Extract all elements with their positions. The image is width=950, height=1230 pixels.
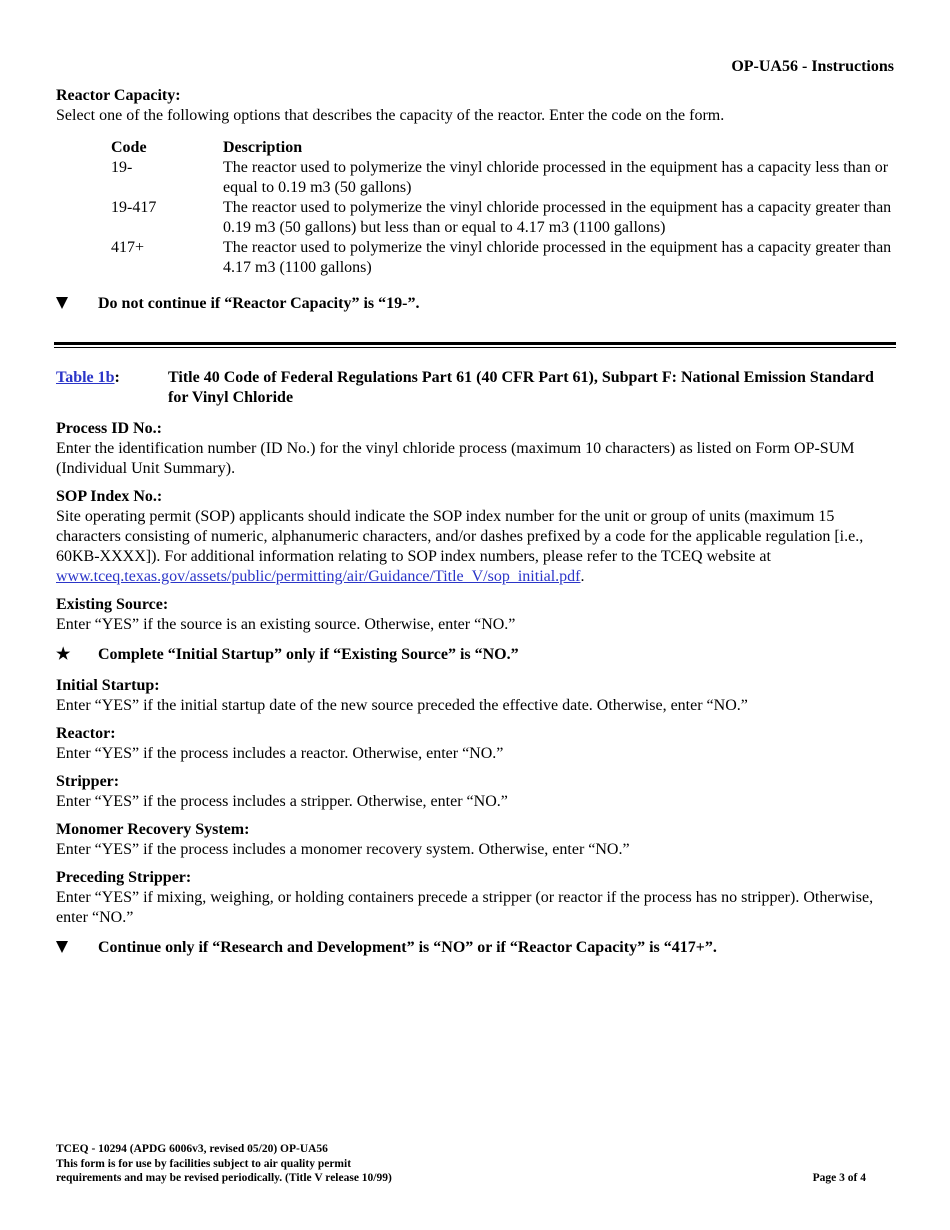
existing-source-heading: Existing Source: [56,596,169,613]
reactor-capacity-heading: Reactor Capacity: [56,87,181,104]
preceding-stripper-text: Enter “YES” if mixing, weighing, or holding containers precede a stripper (or reactor if the process has no stripper). Otherwise, enter “NO.” [56,889,874,926]
down-triangle-icon [56,294,98,315]
reactor-capacity-intro: Select one of the following options that describes the capacity of the reactor. Enter the code on the form. [56,107,725,124]
process-id-section [56,419,896,479]
existing-source-text: Enter “YES” if the source is an existing source. Otherwise, enter “NO.” [56,616,516,633]
code-column-header: Code [111,139,147,156]
table-1b-link[interactable]: Table 1b [56,369,115,386]
description-column-header: Description [223,139,303,156]
code-description: The reactor used to polymerize the vinyl chloride processed in the equipment has a capacity greater than 0.19 m3 (50 gallons) but less than or equal to 4.17 m3 (1100 gallons) [223,199,892,236]
code-table-header [111,138,896,158]
code-table-row [111,238,896,278]
star-icon: ★ [56,646,71,663]
code-table-row [111,198,896,238]
stop-note [56,294,896,315]
initial-startup-text: Enter “YES” if the initial startup date of the new source preceded the effective date. Otherwise, enter “NO.” [56,697,748,714]
monomer-recovery-heading: Monomer Recovery System: [56,821,250,838]
section-divider [54,342,896,348]
code-description: The reactor used to polymerize the vinyl chloride processed in the equipment has a capacity less than or equal to 0.19 m3 (50 gallons) [223,159,889,196]
down-triangle-icon [56,938,98,959]
sop-index-period: . [580,568,585,585]
stop-note-text: Do not continue if “Reactor Capacity” is “19-”. [98,295,420,312]
stripper-section [56,772,896,812]
initial-startup-section [56,676,896,716]
sop-index-paragraph [56,507,896,587]
page-number: Page 3 of 4 [812,1172,866,1184]
stripper-heading: Stripper: [56,773,120,790]
preceding-stripper-section [56,868,896,928]
conditional-note [56,645,896,665]
code-table-row [111,158,896,198]
code-description: The reactor used to polymerize the vinyl chloride processed in the equipment has a capacity greater than 4.17 m3 (1100 gallons) [223,239,892,276]
sop-index-section [56,487,896,587]
conditional-note-text: Complete “Initial Startup” only if “Existing Source” is “NO.” [98,646,519,663]
process-id-text: Enter the identification number (ID No.) for the vinyl chloride process (maximum 10 characters) as listed on Form OP-SUM (Individual Unit Summary). [56,440,855,477]
table-ref-colon: : [114,369,120,386]
document-content [56,86,896,959]
table-ref-title: Title 40 Code of Federal Regulations Part 61 (40 CFR Part 61), Subpart F: National Emission Standard for Vinyl Chloride [168,369,874,406]
footer-revision-line: requirements and may be revised periodically. (Title V release 10/99) [56,1172,392,1184]
table-reference [56,368,896,408]
reactor-capacity-section [56,86,896,315]
reactor-heading: Reactor: [56,725,116,742]
page-header-title: OP-UA56 - Instructions [731,58,894,75]
continue-note-text: Continue only if “Research and Development” is “NO” or if “Reactor Capacity” is “417+”. [98,939,717,956]
page-footer [56,1142,866,1186]
footer-usage-line: This form is for use by facilities subject to air quality permit [56,1157,352,1170]
reactor-text: Enter “YES” if the process includes a reactor. Otherwise, enter “NO.” [56,745,504,762]
preceding-stripper-heading: Preceding Stripper: [56,869,192,886]
footer-form-id: TCEQ - 10294 (APDG 6006v3, revised 05/20) OP-UA56 [56,1143,328,1155]
initial-startup-heading: Initial Startup: [56,677,160,694]
monomer-recovery-section [56,820,896,860]
reactor-capacity-code-table [111,138,896,278]
monomer-recovery-text: Enter “YES” if the process includes a monomer recovery system. Otherwise, enter “NO.” [56,841,630,858]
reactor-section [56,724,896,764]
sop-index-text: Site operating permit (SOP) applicants should indicate the SOP index number for the unit or group of units (maximum 15 characters consisting of numeric, alphanumeric characters, and/or dashes prefixed by a code for the applicable regulation [i.e., 60KB-XXXX]). For additional information relating to SOP index numbers, please refer to the TCEQ website at [56,508,864,565]
code-value: 19-417 [111,199,157,216]
code-value: 19- [111,159,133,176]
stripper-text: Enter “YES” if the process includes a stripper. Otherwise, enter “NO.” [56,793,508,810]
process-id-heading: Process ID No.: [56,420,162,437]
existing-source-section [56,595,896,635]
sop-index-heading: SOP Index No.: [56,488,163,505]
continue-note [56,938,896,959]
sop-guidance-link[interactable]: www.tceq.texas.gov/assets/public/permitting/air/Guidance/Title_V/sop_initial.pdf [56,568,581,585]
code-value: 417+ [111,239,145,256]
